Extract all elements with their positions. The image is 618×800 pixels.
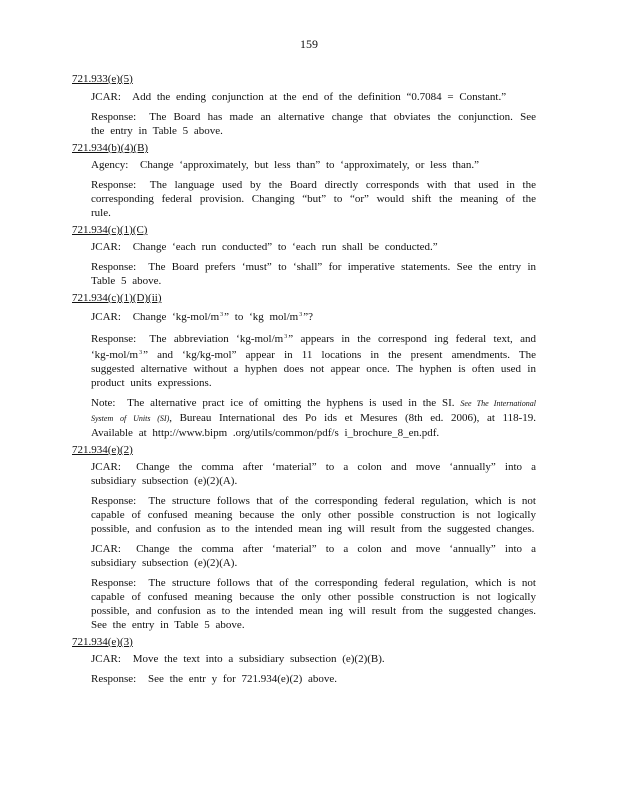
response-paragraph [91, 330, 536, 390]
comment-paragraph [91, 158, 536, 172]
response-text: The Board has made an alternative change that obviates the conjunction. See the entry in Table 5 above. [91, 111, 536, 137]
superscript: 3 [139, 350, 143, 356]
response-text: ” appears in the correspond ing federal text, and ‘kg-mol/m [91, 333, 536, 361]
page-number: 159 [300, 37, 318, 51]
section-heading: 721.934(e)(2) [72, 444, 133, 456]
section-heading: 721.934(e)(3) [72, 636, 133, 648]
comment-lead: JCAR: [91, 543, 121, 555]
response-paragraph [91, 576, 536, 632]
section-heading: 721.934(c)(1)(C) [72, 224, 148, 236]
note-lead: Note: [91, 397, 116, 409]
citation-title: See The International System of Units (SI) [91, 399, 536, 423]
section-heading: 721.934(b)(4)(B) [72, 142, 149, 154]
comment-paragraph [91, 90, 536, 104]
section [72, 443, 536, 632]
comment-text: ” to ‘kg mol/m [224, 311, 299, 323]
response-lead: Response: [91, 495, 137, 507]
response-paragraph [91, 672, 536, 686]
note-paragraph [91, 396, 536, 440]
comment-text: Add the ending conjunction at the end of the definition “0.7084 = Constant.” [132, 91, 507, 103]
comment-lead: Agency: [91, 159, 129, 171]
note-text: , Bureau International des Po ids et Mesures (8th ed. 2006), at 118-19. Available at http://www.bipm .org/utils/common/pdf/s i_brochure_8_en.pdf. [91, 412, 536, 439]
section [72, 72, 536, 138]
response-text: ” and ‘kg/kg-mol” appear in 11 locations in the present amendments. The suggested alternative without a hyphen does not appear once. The hyphen is often used in product units expressions. [91, 349, 536, 389]
comment-text: ”? [303, 311, 313, 323]
response-paragraph [91, 494, 536, 536]
comment-text: Change the comma after ‘material” to a colon and move ‘annually” into a subsidiary subsection (e)(2)(A). [91, 543, 537, 569]
superscript: 3 [299, 312, 303, 318]
document-body [72, 72, 536, 689]
comment-text: Change ‘approximately, but less than” to ‘approximately, or less than.” [140, 159, 480, 171]
comment-lead: JCAR: [91, 91, 121, 103]
response-lead: Response: [91, 673, 137, 685]
response-text: The structure follows that of the corresponding federal regulation, which is not capable of confused meaning because the only other possible construction is not logically possible, and confusion as to the intended mean ing will result from the suggested changes. [91, 495, 536, 535]
response-paragraph [91, 110, 536, 138]
response-paragraph [91, 260, 536, 288]
response-lead: Response: [91, 577, 137, 589]
section [72, 223, 536, 288]
response-lead: Response: [91, 261, 137, 273]
section-heading: 721.934(c)(1)(D)(ii) [72, 292, 162, 304]
section [72, 141, 536, 220]
response-paragraph [91, 178, 536, 220]
comment-paragraph [91, 652, 536, 666]
response-text: The language used by the Board directly corresponds with that used in the corresponding federal provision. Changing “but” to “or” would shift the meaning of the rule. [91, 179, 536, 219]
response-text: The structure follows that of the corresponding federal regulation, which is not capable of confused meaning because the only other possible construction is not logically possible, and confusion as to the intended mean ing will result from the suggested changes. See the entry in Table 5 above. [91, 577, 536, 631]
response-lead: Response: [91, 333, 137, 345]
comment-paragraph [91, 240, 536, 254]
response-text: The abbreviation ‘kg-mol/m [149, 333, 284, 345]
response-lead: Response: [91, 111, 137, 123]
comment-paragraph [91, 460, 536, 488]
comment-text: Change ‘each run conducted” to ‘each run shall be conducted.” [132, 241, 438, 253]
comment-paragraph [91, 542, 536, 570]
comment-lead: JCAR: [91, 241, 121, 253]
section [72, 291, 536, 440]
comment-text: Move the text into a subsidiary subsection (e)(2)(B). [132, 653, 385, 665]
response-text: The Board prefers ‘must” to ‘shall” for imperative statements. See the entry in Table 5 above. [91, 261, 536, 287]
response-lead: Response: [91, 179, 137, 191]
superscript: 3 [220, 312, 224, 318]
comment-paragraph [91, 308, 536, 324]
comment-lead: JCAR: [91, 461, 121, 473]
note-text: The alternative pract ice of omitting the hyphens is used in the SI. [127, 397, 455, 409]
superscript: 3 [284, 334, 288, 340]
response-text: See the entr y for 721.934(e)(2) above. [147, 673, 338, 685]
comment-lead: JCAR: [91, 653, 121, 665]
comment-lead: JCAR: [91, 311, 121, 323]
section-heading: 721.933(e)(5) [72, 73, 133, 85]
section [72, 635, 536, 686]
comment-text: Change the comma after ‘material” to a colon and move ‘annually” into a subsidiary subsection (e)(2)(A). [91, 461, 537, 487]
comment-text: Change ‘kg-mol/m [132, 311, 220, 323]
